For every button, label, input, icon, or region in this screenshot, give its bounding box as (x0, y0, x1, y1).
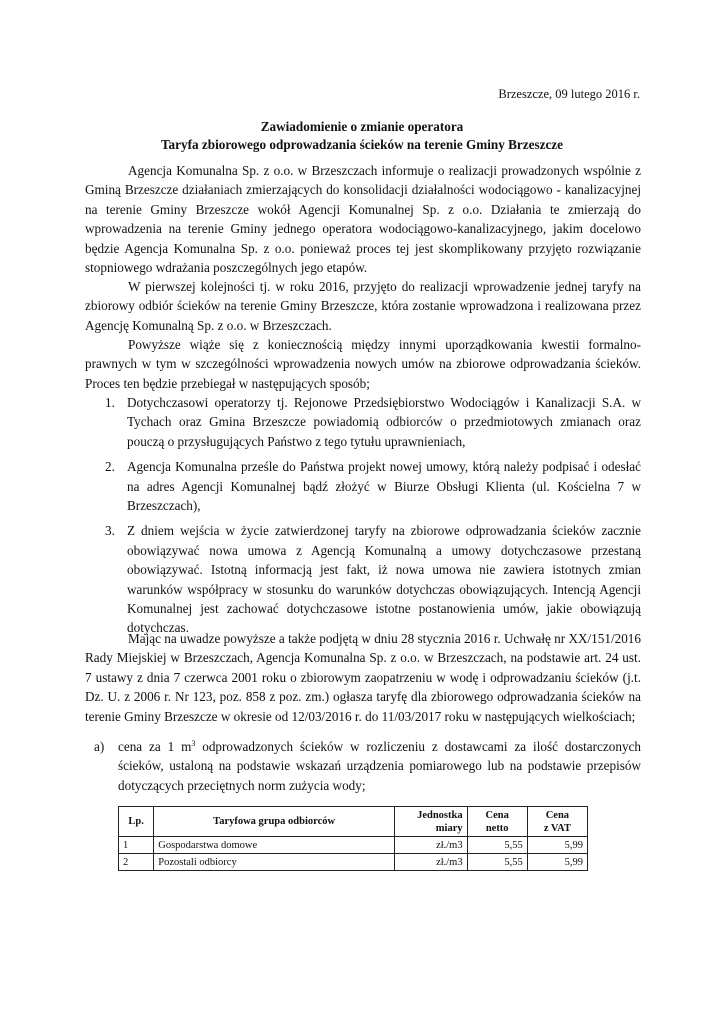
tariff-item-a (85, 737, 641, 795)
table-header-row (119, 807, 588, 837)
item-text-after: odprowadzonych ścieków w rozliczeniu z dostawcami za ilość dostarczonych ścieków, ustaloną na podstawie wskazań urządzenia pomiarowego lub na podstawie przepisów dotyczących przeciętnych norm zużycia wody; (118, 739, 641, 793)
document-subtitle: Taryfa zbiorowego odprowadzania ścieków na terenie Gminy Brzeszcze (160, 136, 564, 152)
table-row (119, 837, 588, 854)
cell-lp: 1 (119, 837, 154, 854)
header-unit (394, 807, 467, 837)
paragraph-intro: Agencja Komunalna Sp. z o.o. w Brzeszczach informuje o realizacji prowadzonych wspólnie z Gminą Brzeszcze działaniach zmierzających do konsolidacji działalności wodociągowo - kanalizacyjnej na terenie Gminy Brzeszcze wokół Agencji Komunalnej Sp. z o.o. Działania te zmierzają do wprowadzenia na terenie Gminy jednego operatora wodociągowo-kanalizacyjnego, jakim docelowo będzie Agencja Komunalna Sp. z o.o. ponieważ proces tej jest skomplikowany przyjęto rozwiązanie stopniowego wdrażania poszczególnych jego etapów. (85, 163, 641, 276)
tariff-table (118, 806, 588, 871)
document-date: Brzeszcze, 09 lutego 2016 r. (498, 87, 640, 101)
header-net-line1: Cena (485, 809, 509, 821)
list-item-text: Z dniem wejścia w życie zatwierdzonej taryfy na zbiorowe odprowadzania ścieków zacznie obowiązywać nowa umowa z Agencją Komunalną a umowy dotychczasowe przestaną obowiązywać. Istotną informacją jest fakt, iż nowa umowa nie zawiera istotnych zmian warunków współpracy w stosunku do warunków dotychczas obowiązujących. Intencją Agencji Komunalnej jest zachować dotychczasowe istotne postanowienia umów, jakie obowiązują dotychczas. (127, 523, 641, 636)
header-group: Taryfowa grupa odbiorców (154, 807, 395, 837)
list-item-number: 1. (105, 395, 115, 410)
list-item-number: 2. (105, 459, 115, 475)
list-item-text: Agencja Komunalna prześle do Państwa projekt nowej umowy, którą należy podpisać i odesłać na adres Agencji Komunalnej bądź złożyć w Biurze Obsługi Klienta (ul. Kościelna 7 w Brzeszczach), (127, 459, 641, 514)
header-lp: Lp. (119, 807, 154, 837)
table-row (119, 854, 588, 871)
cell-group: Pozostali odbiorcy (154, 854, 395, 871)
item-superscript: 3 (191, 739, 196, 748)
cell-unit: zł./m3 (394, 854, 467, 871)
cell-net: 5,55 (467, 837, 527, 854)
document-title: Zawiadomienie o zmianie operatora (260, 119, 464, 134)
cell-unit: zł./m3 (394, 837, 467, 854)
header-net (467, 807, 527, 837)
cell-net: 5,55 (467, 854, 527, 871)
item-text-before: cena za 1 m (118, 739, 192, 754)
paragraph-tariff-announcement: Mając na uwadze powyższe a także podjętą w dniu 28 stycznia 2016 r. Uchwałę nr XX/151/2016 Rady Miejskiej w Brzeszczach, Agencja Komunalna Sp. z o.o. w Brzeszczach, na podstawie art. 24 ust. 7 ustawy z dnia 7 czerwca 2001 roku o zbiorowym zaopatrzeniu w wodę i odprowadzaniu ścieków (j.t. Dz. U. z 2006 r. Nr 123, poz. 858 z poz. zm.) ogłasza taryfę dla zbiorowego odprowadzania ścieków na terenie Gminy Brzeszcze w okresie od 12/03/2016 r. do 11/03/2017 roku w następujących wielkościach; (85, 631, 641, 724)
numbered-list (85, 393, 641, 644)
item-label: a) (94, 739, 105, 754)
cell-vat: 5,99 (527, 837, 587, 854)
cell-lp: 2 (119, 854, 154, 871)
cell-group: Gospodarstwa domowe (154, 837, 395, 854)
list-item (85, 521, 641, 637)
cell-vat: 5,99 (527, 854, 587, 871)
header-unit-line1: Jednostka (417, 809, 463, 821)
header-net-line2: netto (485, 822, 509, 834)
paragraph-process: Powyższe wiąże się z koniecznością między innymi uporządkowania kwestii formalno-prawnych w tym w szczególności wprowadzenia nowych umów na zbiorowe odprowadzania ścieków. Proces ten będzie przebiegał w następujących sposób; (85, 337, 641, 391)
paragraph-first-step: W pierwszej kolejności tj. w roku 2016, przyjęto do realizacji wprowadzenie jednej taryfy na zbiorowy odbiór ścieków na terenie Gminy Brzeszcze, która zostanie wprowadzona i realizowana przez Agencję Komunalną Sp. z o.o. w Brzeszczach. (85, 279, 641, 333)
header-vat-line1: Cena (545, 809, 570, 821)
list-item-text: Dotychczasowi operatorzy tj. Rejonowe Przedsiębiorstwo Wodociągów i Kanalizacji S.A. w Tychach oraz Gmina Brzeszcze powiadomią odbiorców o przedmiotowych zmianach oraz pouczą o przysługujących Państwo z tego tytułu uprawnieniach, (127, 395, 641, 449)
list-item-number: 3. (105, 523, 115, 539)
header-vat-line2: z VAT (543, 822, 571, 834)
header-vat (527, 807, 587, 837)
header-unit-line2: miary (435, 822, 463, 834)
list-item (85, 457, 641, 515)
list-item (85, 393, 641, 451)
